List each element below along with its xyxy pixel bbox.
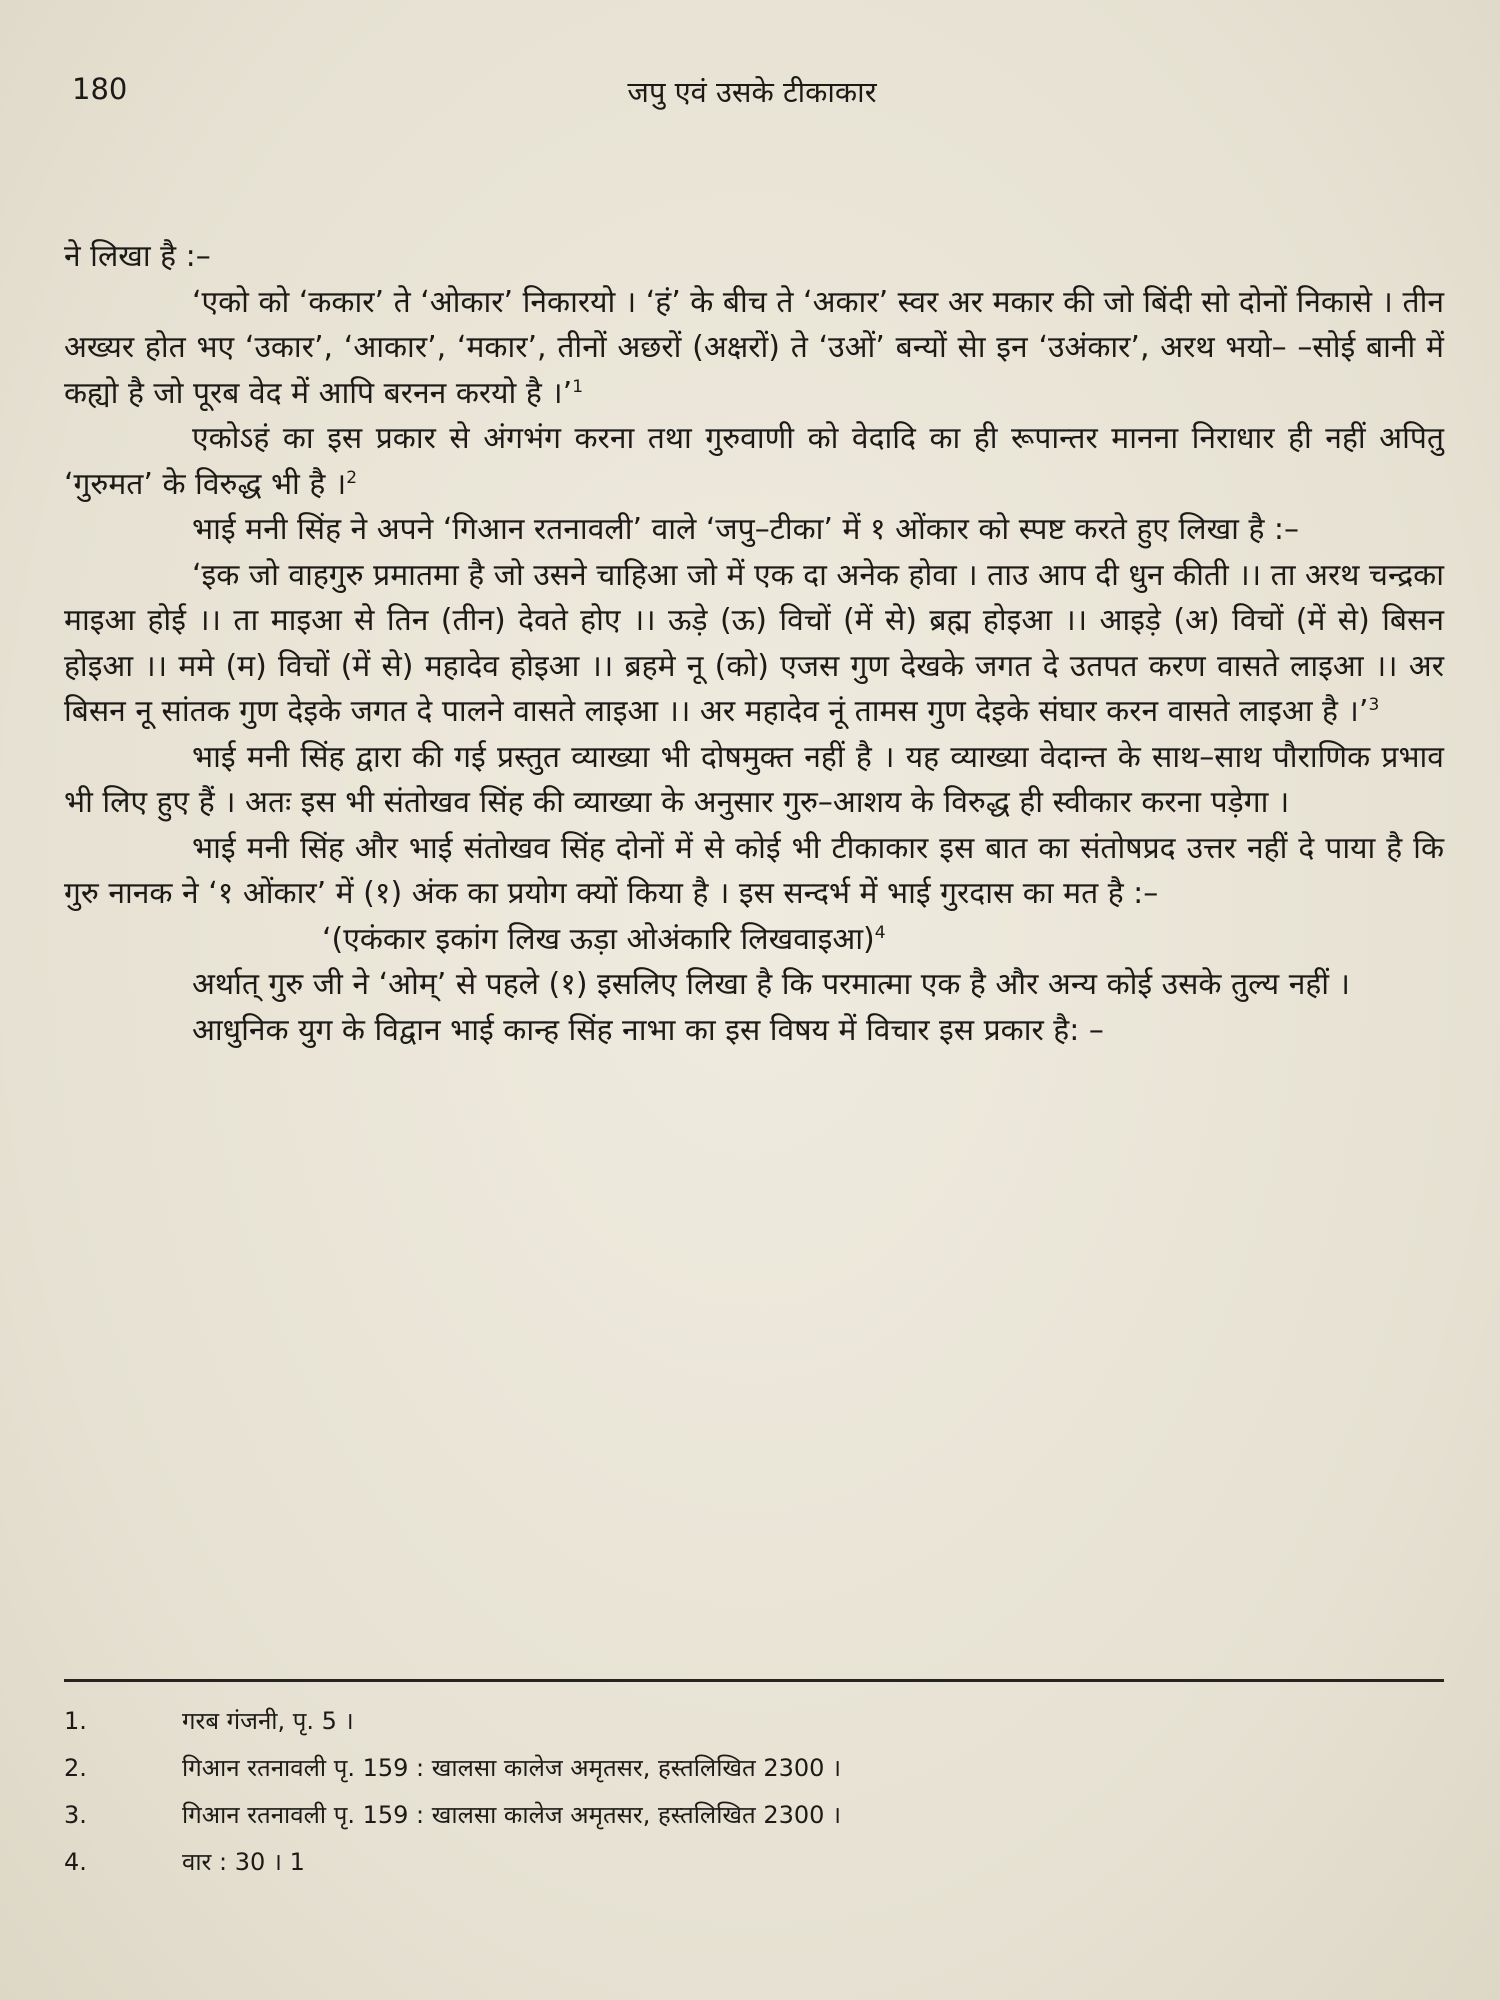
paragraph: भाई मनी सिंह ने अपने ‘गिआन रतनावली’ वाले ‘जपु–टीका’ में १ ओंकार को स्पष्ट करते हुए लिखा है :– [192, 512, 1300, 547]
paragraph: एकोऽहं का इस प्रकार से अंगभंग करना तथा गुरुवाणी को वेदादि का ही रूपान्तर मानना निराधार ही नहीं अपितु ‘गुरुमत’ के विरुद्ध भी है ।$^2$ [64, 421, 1444, 502]
footnote [64, 1697, 1444, 1744]
footnote-number: 2. [64, 1753, 87, 1782]
footnote-number: 4. [64, 1847, 87, 1876]
footnote [64, 1744, 1444, 1791]
page-number: 180 [72, 72, 128, 106]
paragraph: भाई मनी सिंह और भाई संतोखव सिंह दोनों में से कोई भी टीकाकार इस बात का संतोषप्रद उत्तर नहीं दे पाया है कि गुरु नानक ने ‘१ ओंकार’ में (१) अंक का प्रयोग क्यों किया है । इस सन्दर्भ में भाई गुरदास का मत है :– [64, 830, 1444, 911]
footnote [64, 1791, 1444, 1838]
page-header [64, 72, 1440, 118]
body-text [64, 234, 1444, 1053]
footnote-ref: 1 [572, 376, 584, 397]
footnote-text: गरब गंजनी, पृ. 5 । [182, 1707, 354, 1735]
footnote-text: वार : 30 । 1 [182, 1848, 305, 1876]
footnotes [64, 1697, 1444, 1885]
footnote-number: 1. [64, 1706, 87, 1735]
footnote-text: गिआन रतनावली पृ. 159 : खालसा कालेज अमृतसर, हस्तलिखित 2300 । [182, 1754, 842, 1782]
footnote-ref: 3 [1368, 695, 1380, 715]
footnote [64, 1838, 1444, 1885]
footnote-text: गिआन रतनावली पृ. 159 : खालसा कालेज अमृतसर, हस्तलिखित 2300 । [182, 1801, 842, 1829]
footnote-ref: 4 [874, 922, 886, 943]
quoted-verse: ‘(एकंकार इकांग लिख ऊड़ा ओअंकारि लिखवाइआ)$^4$ [322, 921, 886, 957]
paragraph: ‘इक जो वाहगुरु प्रमातमा है जो उसने चाहिआ जो में एक दा अनेक होवा । ताउ आप दी धुन कीती ।। ता अरथ चन्द्रका माइआ होई ।। ता माइआ से तिन (तीन) देवते होए ।। ऊड़े (ऊ) विचों (में से) ब्रह्म होइआ ।। आइड़े (अ) विचों (में से) बिसन होइआ ।। ममे (म) विचों (में से) महादेव होइआ ।। ब्रहमे नू (को) एजस गुण देखके जगत दे उतपत करण वासते लाइआ ।। अर बिसन नू सांतक गुण देइके जगत दे पालने वासते लाइआ ।। अर महादेव नूं तामस गुण देइके संघार करन वासते लाइआ है ।’$^3$ [64, 557, 1444, 729]
paragraph: अर्थात् गुरु जी ने ‘ओम्’ से पहले (१) इसलिए लिखा है कि परमात्मा एक है और अन्य कोई उसके तुल्य नहीं । [192, 967, 1350, 1002]
paragraph: ‘एको को ‘ककार’ ते ‘ओकार’ निकारयो । ‘हं’ के बीच ते ‘अकार’ स्वर अर मकार की जो बिंदी सो दोनों निकासे । तीन अख्यर होत भए ‘उकार’, ‘आकार’, ‘मकार’, तीनों अछरों (अक्षरों) ते ‘उओं’ बन्यों सेा इन ‘उअंकार’, अरथ भयो– –सोई बानी में कह्यो है जो पूरब वेद में आपि बरनन करयो है ।’$^1$ [64, 284, 1444, 411]
footnote-divider [64, 1679, 1444, 1682]
footnote-number: 3. [64, 1800, 87, 1829]
paragraph: भाई मनी सिंह द्वारा की गई प्रस्तुत व्याख्या भी दोषमुक्त नहीं है । यह व्याख्या वेदान्त के साथ–साथ पौराणिक प्रभाव भी लिए हुए हैं । अतः इस भी संतोखव सिंह की व्याख्या के अनुसार गुरु–आशय के विरुद्ध ही स्वीकार करना पड़ेगा । [64, 739, 1444, 820]
paragraph: ने लिखा है :– [64, 239, 211, 274]
footnote-ref: 2 [346, 467, 358, 488]
running-title: जपु एवं उसके टीकाकार [627, 75, 877, 109]
paragraph: आधुनिक युग के विद्वान भाई कान्ह सिंह नाभा का इस विषय में विचार इस प्रकार है: – [192, 1012, 1104, 1048]
